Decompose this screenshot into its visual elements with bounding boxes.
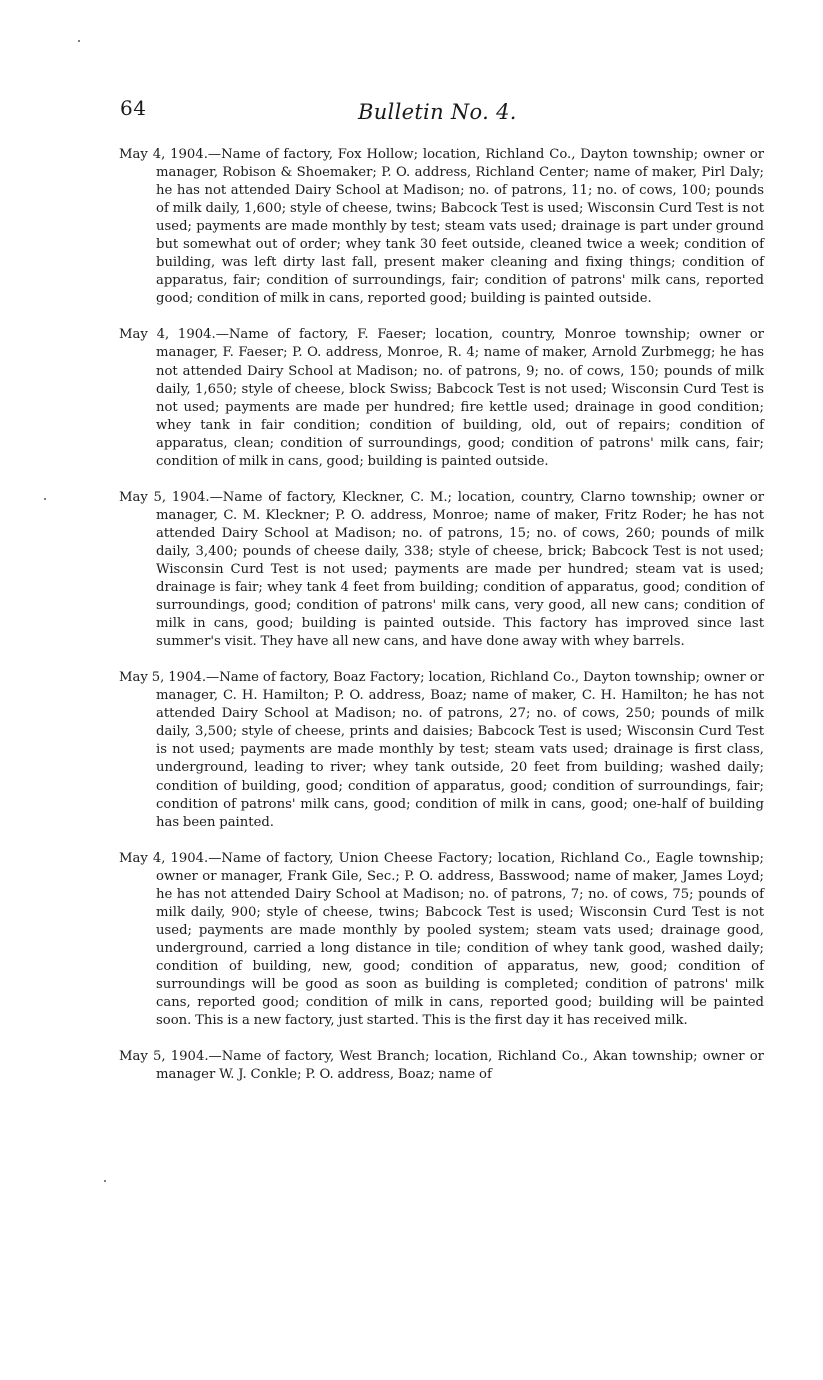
page-number: 64 <box>120 96 147 120</box>
factory-entry-union-cheese: May 4, 1904.—Name of factory, Union Cheese Factory; location, Richland Co., Eagle township; owner or manager, Frank Gile, Sec.; P. O. address, Basswood; name of maker, James Loyd; he has not attended Dairy School at Madison; no. of patrons, 7; no. of cows, 75; pounds of milk daily, 900; style of cheese, twins; Babcock Test is used; Wisconsin Curd Test is not used; payments are made monthly by pooled system; steam vats used; drainage good, underground, carried a long distance in tile; condition of whey tank good, washed daily; condition of building, new, good; condition of apparatus, new, good; condition of surroundings will be good as soon as building is completed; condition of patrons' milk cans, reported good; condition of milk in cans, reported good; building will be painted soon. This is a new factory, just started. This is the first day it has received milk. <box>119 850 764 1029</box>
factory-entry-west-branch: May 5, 1904.—Name of factory, West Branch; location, Richland Co., Akan township; owner or manager W. J. Conkle; P. O. address, Boaz; name of <box>119 1049 764 1083</box>
factory-entry-f-faeser: May 4, 1904.—Name of factory, F. Faeser; location, country, Monroe township; owner or manager, F. Faeser; P. O. address, Monroe, R. 4; name of maker, Arnold Zurbmegg; he has not attended Dairy School at Madison; no. of patrons, 9; no. of cows, 150; pounds of milk daily, 1,650; style of cheese, block Swiss; Babcock Test is not used; Wisconsin Curd Test is not used; payments are made per hundred; fire kettle used; drainage in good condition; whey tank in fair condition; condition of building, old, out of repairs; condition of apparatus, clean; condition of surroundings, good; condition of patrons' milk cans, fair; condition of milk in cans, good; building is painted outside. <box>119 327 764 469</box>
running-title: Bulletin No. 4. <box>358 100 517 124</box>
factory-entry-boaz: May 5, 1904.—Name of factory, Boaz Factory; location, Richland Co., Dayton township; owner or manager, C. H. Hamilton; P. O. address, Boaz; name of maker, C. H. Hamilton; he has not attended Dairy School at Madison; no. of patrons, 27; no. of cows, 250; pounds of milk daily, 3,500; style of cheese, prints and daisies; Babcock Test is used; Wisconsin Curd Test is not used; payments are made monthly by test; steam vats used; drainage is first class, underground, leading to river; whey tank outside, 20 feet from building; washed daily; condition of building, good; condition of apparatus, good; condition of surroundings, fair; condition of patrons' milk cans, good; condition of milk in cans, good; one-half of building has been painted. <box>119 670 764 830</box>
factory-entry-kleckner: May 5, 1904.—Name of factory, Kleckner, C. M.; location, country, Clarno township; owner or manager, C. M. Kleckner; P. O. address, Monroe; name of maker, Fritz Roder; he has not attended Dairy School at Madison; no. of patrons, 15; no. of cows, 260; pounds of milk daily, 3,400; pounds of cheese daily, 338; style of cheese, brick; Babcock Test is not used; Wisconsin Curd Test is not used; payments are made per hundred; steam vat is used; drainage is fair; whey tank 4 feet from building; condition of apparatus, good; condition of surroundings, good; condition of patrons' milk cans, very good, all new cans; condition of milk in cans, good; building is painted outside. This factory has improved since last summer's visit. They have all new cans, and have done away with whey barrels. <box>119 489 764 650</box>
scan-speck <box>78 40 80 42</box>
factory-report-list <box>119 146 764 1084</box>
factory-entry-fox-hollow: May 4, 1904.—Name of factory, Fox Hollow; location, Richland Co., Dayton township; owner or manager, Robison & Shoemaker; P. O. address, Richland Center; name of maker, Pirl Daly; he has not attended Dairy School at Madison; no. of patrons, 11; no. of cows, 100; pounds of milk daily, 1,600; style of cheese, twins; Babcock Test is used; Wisconsin Curd Test is not used; payments are made monthly by test; steam vats used; drainage is part under ground but somewhat out of order; whey tank 30 feet outside, cleaned twice a week; condition of building, was left dirty last fall, present maker cleaning and fixing things; condition of apparatus, fair; condition of surroundings, fair; condition of patrons' milk cans, reported good; condition of milk in cans, reported good; building is painted outside. <box>119 147 764 307</box>
scan-speck <box>44 498 46 500</box>
scan-speck <box>104 1180 106 1182</box>
